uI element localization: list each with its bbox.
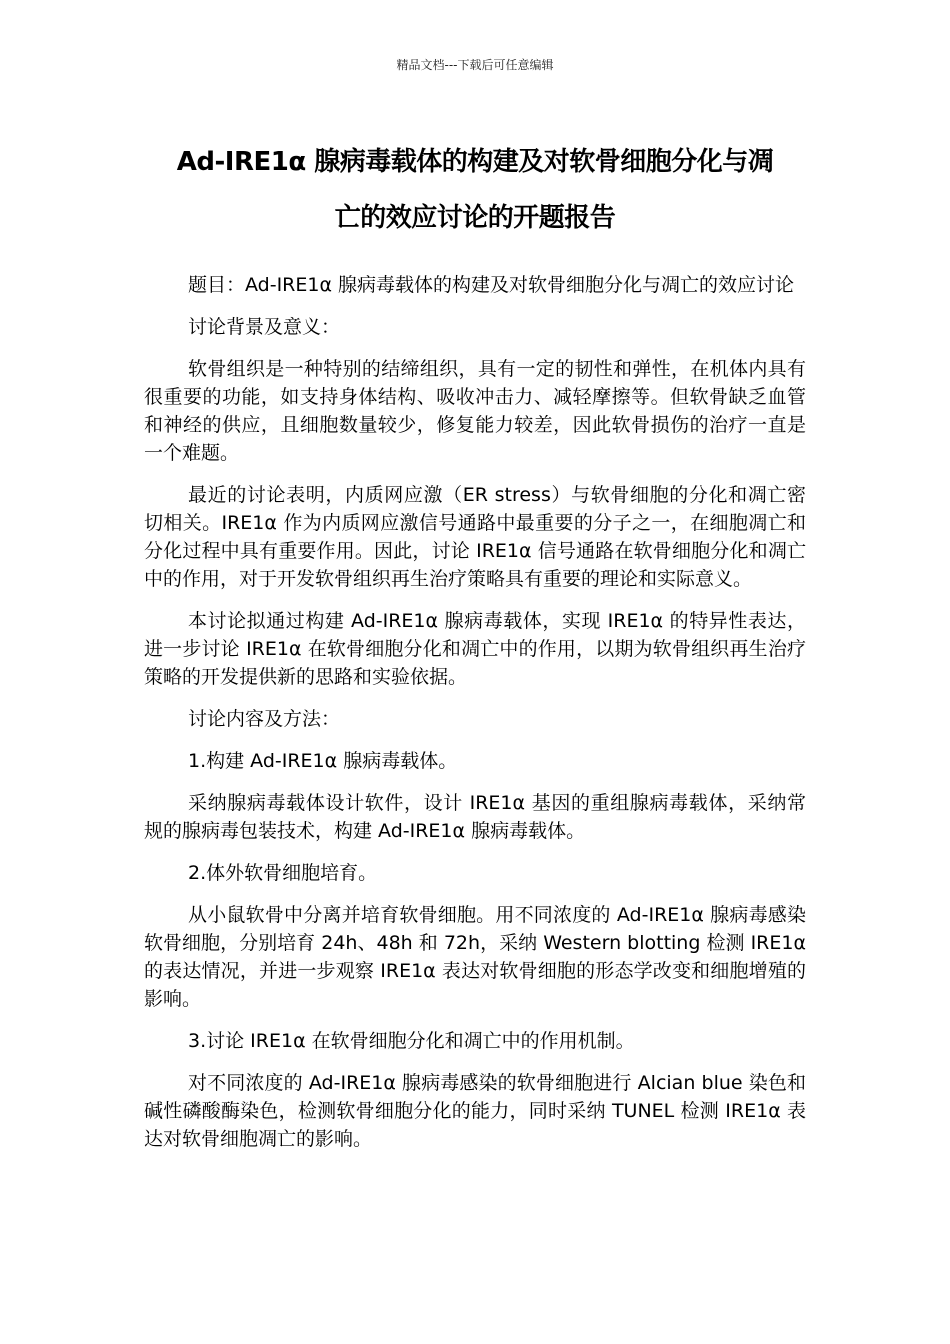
method-3-heading: 3.讨论 IRE1α 在软骨细胞分化和凋亡中的作用机制。 [188,1030,635,1052]
document-body [144,271,806,1167]
methods-heading: 讨论内容及方法： [188,708,341,730]
method-1-paragraph: 采纳腺病毒载体设计软件，设计 IRE1α 基因的重组腺病毒载体，采纳常规的腺病毒包装技术，构建 Ad-IRE1α 腺病毒载体。 [144,792,806,842]
page-header: 精品文档---下载后可任意编辑 [396,58,554,72]
document-title [140,134,810,246]
method-2-paragraph: 从小鼠软骨中分离并培育软骨细胞。用不同浓度的 Ad-IRE1α 腺病毒感染软骨细胞，分别培育 24h、48h 和 72h，采纳 Western blotting 检测 IRE1α 的表达情况，并进一步观察 IRE1α 表达对软骨细胞的形态学改变和细胞增殖的影响。 [144,904,806,1010]
document-title-line-1: Ad-IRE1α 腺病毒载体的构建及对软骨细胞分化与凋 [176,147,774,177]
method-1-heading: 1.构建 Ad-IRE1α 腺病毒载体。 [188,750,458,772]
background-paragraph-2: 最近的讨论表明，内质网应激（ER stress）与软骨细胞的分化和凋亡密切相关。IRE1α 作为内质网应激信号通路中最重要的分子之一，在细胞凋亡和分化过程中具有重要作用。因此，讨论 IRE1α 信号通路在软骨细胞分化和凋亡中的作用，对于开发软骨组织再生治疗策略具有重要的理论和实际意义。 [144,484,806,590]
method-2-heading: 2.体外软骨细胞培育。 [188,862,378,884]
background-paragraph-3: 本讨论拟通过构建 Ad-IRE1α 腺病毒载体，实现 IRE1α 的特异性表达，进一步讨论 IRE1α 在软骨细胞分化和凋亡中的作用，以期为软骨组织再生治疗策略的开发提供新的思路和实验依据。 [144,610,806,688]
topic-paragraph: 题目：Ad-IRE1α 腺病毒载体的构建及对软骨细胞分化与凋亡的效应讨论 [188,274,795,296]
background-paragraph-1: 软骨组织是一种特别的结缔组织，具有一定的韧性和弹性，在机体内具有很重要的功能，如支持身体结构、吸收冲击力、减轻摩擦等。但软骨缺乏血管和神经的供应，且细胞数量较少，修复能力较差，因此软骨损伤的治疗一直是一个难题。 [144,358,806,464]
method-3-paragraph: 对不同浓度的 Ad-IRE1α 腺病毒感染的软骨细胞进行 Alcian blue 染色和碱性磷酸酶染色，检测软骨细胞分化的能力，同时采纳 TUNEL 检测 IRE1α 表达对软骨细胞凋亡的影响。 [144,1072,806,1150]
document-title-line-2: 亡的效应讨论的开题报告 [334,203,616,233]
background-heading: 讨论背景及意义： [188,316,341,338]
